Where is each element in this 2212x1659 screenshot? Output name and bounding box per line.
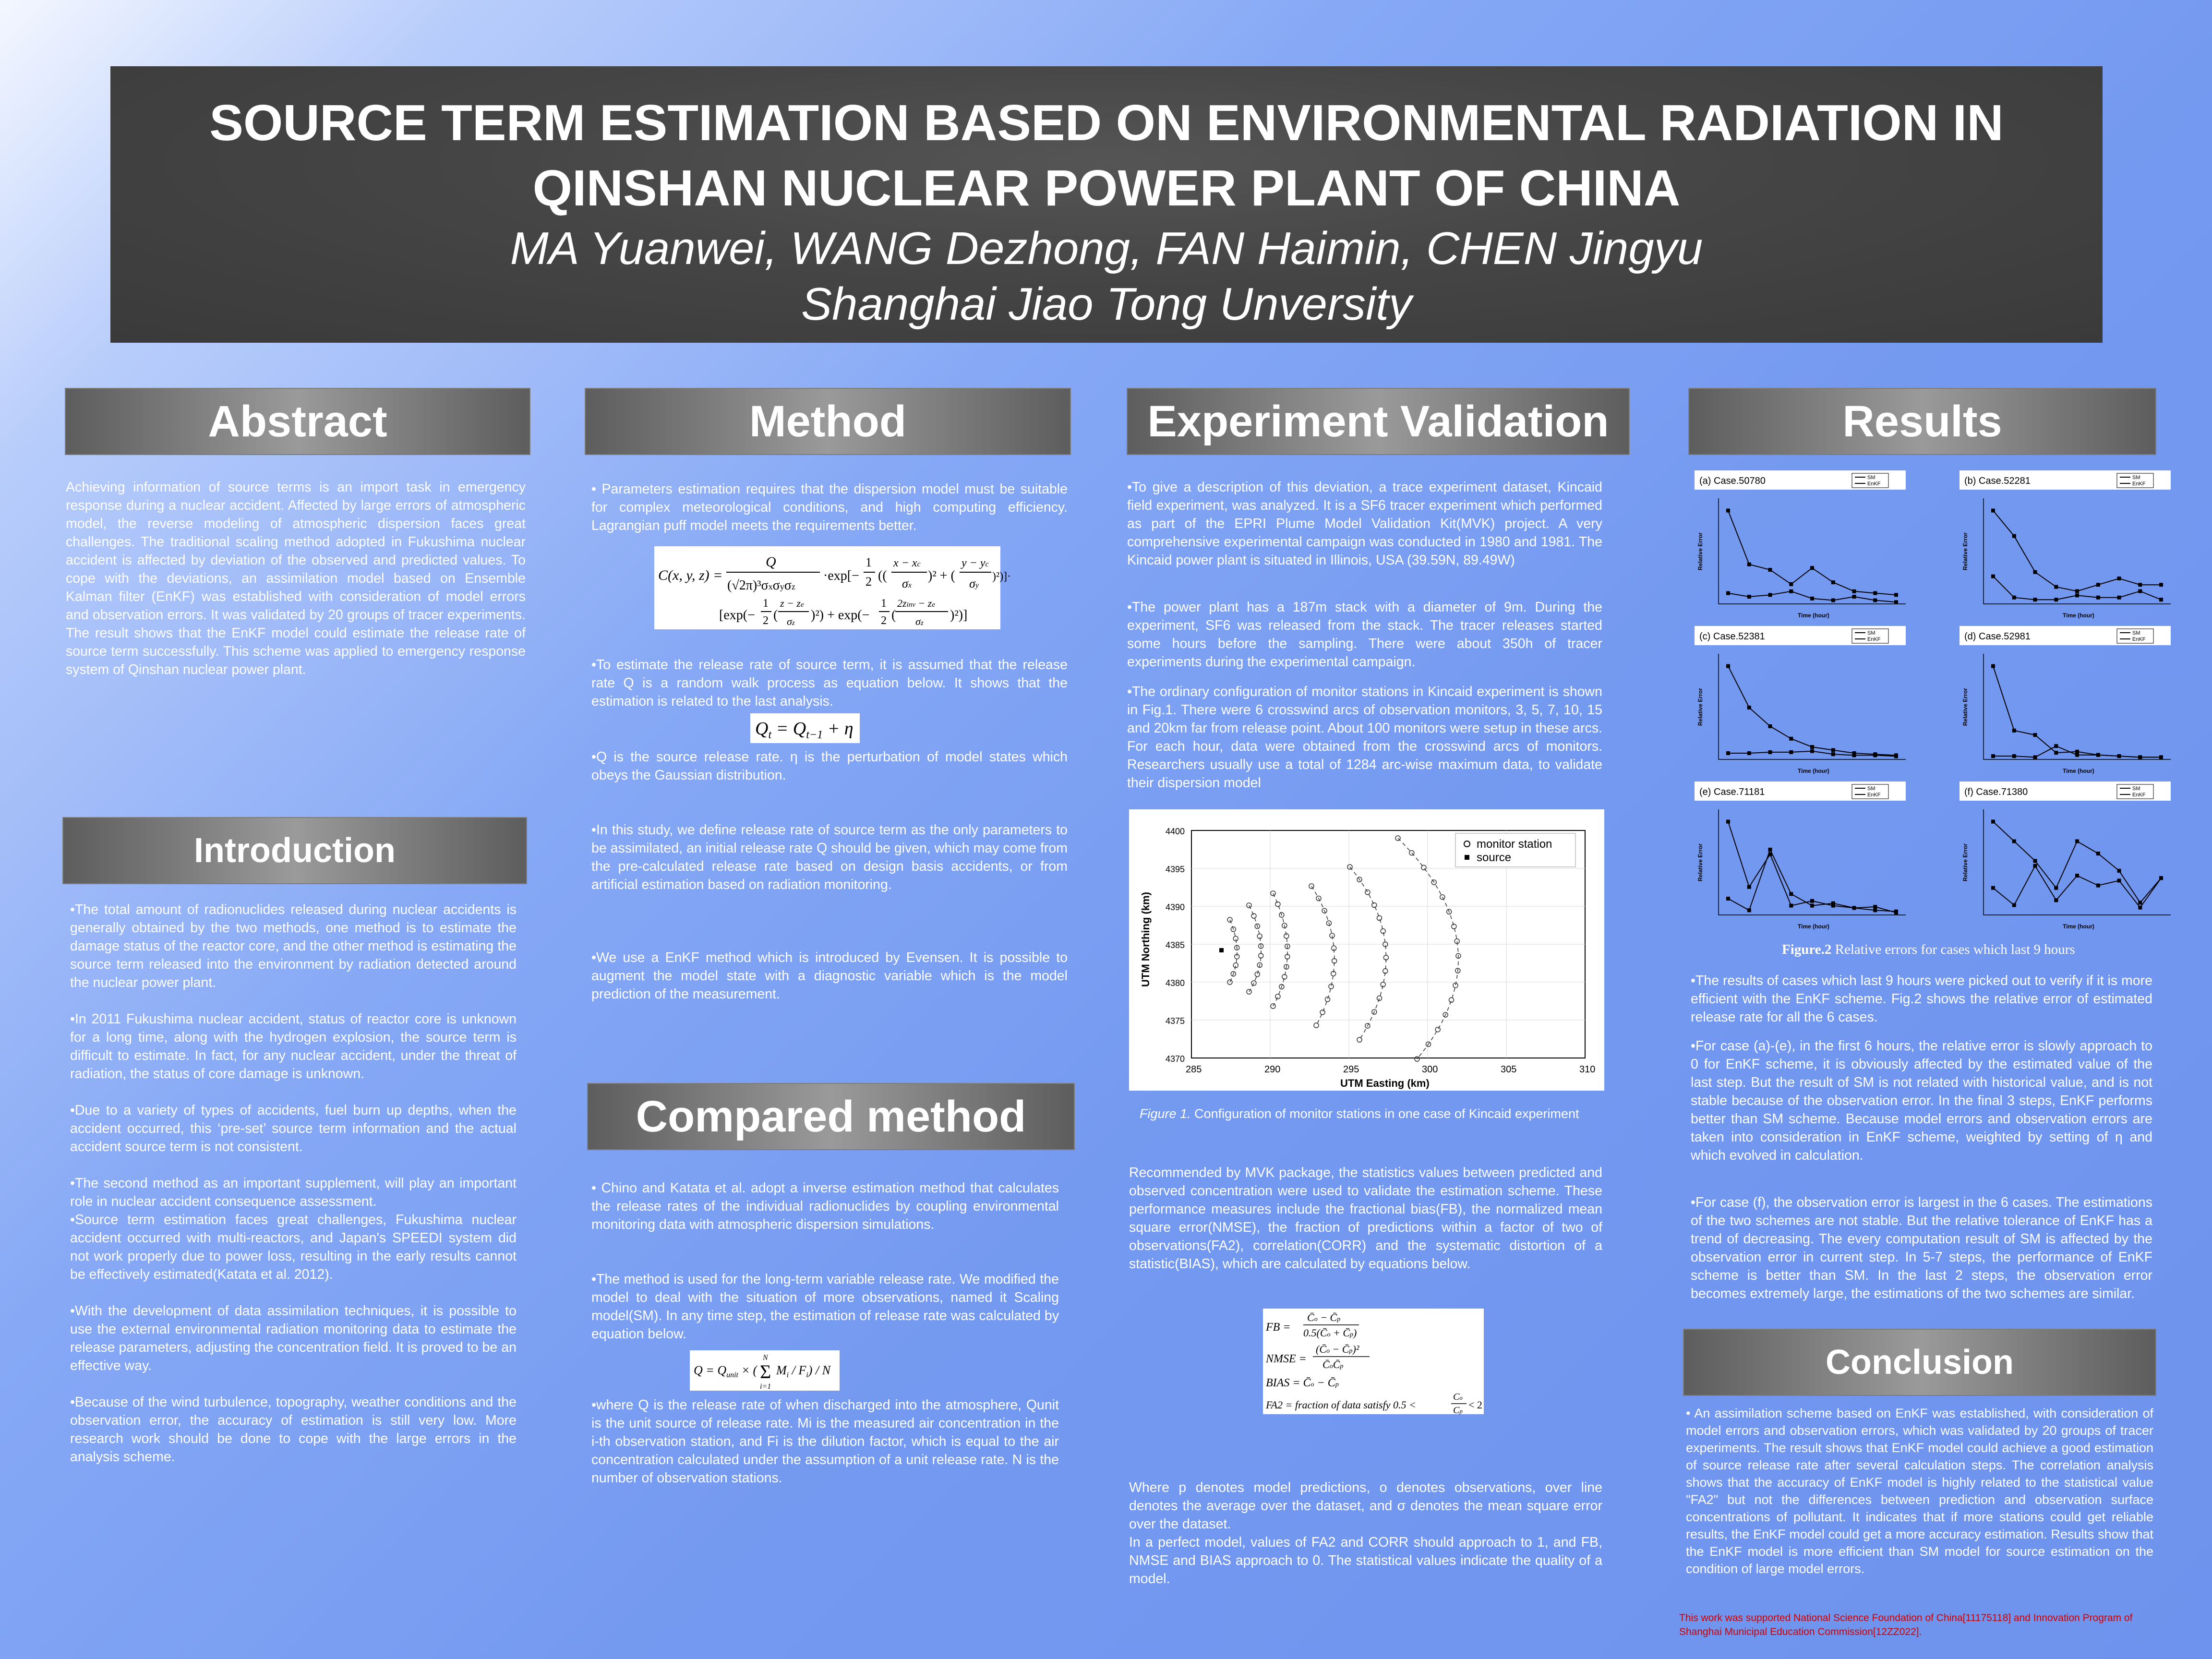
compared-method-heading: Compared method (587, 1083, 1075, 1150)
data-point-enkf (1768, 848, 1772, 852)
data-point-enkf (2012, 903, 2016, 907)
data-point-enkf (1810, 749, 1814, 753)
svg-text:)²)]·: )²)]· (992, 570, 1011, 583)
data-point-sm (1747, 885, 1751, 889)
svg-text:2: 2 (866, 575, 872, 589)
data-point-sm (2138, 583, 2142, 587)
data-point-sm (1768, 724, 1772, 728)
y-tick: 4395 (1166, 865, 1185, 874)
figure-1-caption-text: Configuration of monitor stations in one case of Kincaid experiment (1190, 1106, 1579, 1121)
svg-text:σy: σy (969, 577, 979, 590)
data-point-enkf (1894, 755, 1898, 758)
svg-text:(: ( (891, 608, 896, 623)
intro-paragraph: •Because of the wind turbulence, topography, weather conditions and the observation error, the accuracy of estimation is still very low. More research work should be done to cope with the large errors in the analysis scheme. (70, 1395, 517, 1465)
data-point-enkf (2096, 884, 2100, 888)
funding-note: This work was supported National Science Foundation of China[11175118] and Innovation Program of Shanghai Municipal Education Commission[12ZZ022]. (1679, 1612, 2133, 1637)
scaling-model-equation (690, 1350, 840, 1391)
data-point-enkf (1747, 595, 1751, 599)
data-point-enkf (2138, 906, 2142, 910)
data-point-sm (2033, 733, 2037, 737)
intro-paragraph: •The second method as an important supplement, will play an important role in nuclear accident consequence assessment. (70, 1176, 517, 1209)
relative-error-chart-svg (1960, 780, 2176, 933)
random-walk-svg (750, 713, 860, 743)
data-point-enkf (2138, 589, 2142, 593)
data-point-enkf (2096, 596, 2100, 600)
monitor-station-marker (1421, 865, 1426, 870)
monitor-station-marker (1449, 998, 1454, 1002)
x-tick: 295 (1343, 1064, 1359, 1075)
monitor-station-marker (1325, 997, 1330, 1002)
figure-1-monitor-stations (1129, 809, 1604, 1091)
data-point-enkf (2159, 755, 2163, 759)
svg-text:BIAS = C̄o − C̄p: BIAS = C̄o − C̄p (1266, 1377, 1339, 1389)
chart-ylabel: Relative Error (1962, 688, 1969, 726)
chart-axes (1719, 654, 1906, 759)
method-p5: •We use a EnKF method which is introduced by Evensen. It is possible to augment the model state with a diagnostic variable which is the model prediction of the measurement. (591, 950, 1068, 1002)
svg-text:1: 1 (866, 555, 872, 569)
series-line-sm (1993, 822, 2161, 903)
fig1-x-ticks (1186, 1064, 1595, 1075)
monitor-station-marker (1452, 924, 1456, 929)
svg-text:Σ: Σ (760, 1361, 771, 1382)
relative-error-chart-svg (1960, 624, 2176, 778)
data-point-enkf (1894, 911, 1898, 914)
data-point-enkf (2096, 753, 2100, 757)
data-point-enkf (2117, 596, 2121, 600)
legend-label-sm: SM (1867, 630, 1875, 636)
fig1-arcs (1230, 838, 1458, 1059)
chart-xlabel: Time (hour) (2063, 923, 2094, 930)
fig1-ylabel: UTM Northing (km) (1140, 892, 1152, 987)
svg-text:Q = Qunit × (: $Q = Q_{unit}$ × ( (694, 1363, 757, 1379)
svg-text:((: (( (878, 568, 887, 583)
legend-label-enkf: EnKF (2132, 637, 2146, 642)
svg-text:FB =: FB = (1266, 1321, 1291, 1334)
chart-xlabel: Time (hour) (2063, 612, 2094, 619)
data-point-enkf (2012, 754, 2016, 758)
chart-title: (b) Case.52281 (1964, 476, 2031, 486)
intro-paragraph: •The total amount of radionuclides released during nuclear accidents is generally obtained by the two methods, one method is to estimate the damage status of the reactor core, and the other method is estimating the source term released into the environment by radiation detected around the nuclear power plant. (70, 902, 517, 990)
monitor-station-marker (1329, 984, 1334, 989)
legend-label-enkf: EnKF (1867, 637, 1881, 642)
legend-source-label: source (1477, 851, 1512, 864)
y-tick: 4370 (1166, 1054, 1185, 1064)
data-point-sm (1747, 563, 1751, 566)
relative-error-chart-svg (1695, 469, 1911, 622)
chart-title: (e) Case.71181 (1699, 787, 1765, 797)
relative-error-chart (1960, 469, 2176, 622)
monitor-station-marker (1320, 1010, 1325, 1015)
data-point-enkf (2033, 864, 2037, 868)
experiment-p3: •The ordinary configuration of monitor stations in Kincaid experiment is shown in Fig.1. There were 6 crosswind arcs of observation monitors, 3, 5, 7, 10, 15 and 20km far from release point. About 100 monitors were setup in these arcs. For each hour, data were obtained from the crosswind arcs of monitors. Researchers usually use a total of 1284 arc-wise maximum data, to validate their dispersion model (1127, 684, 1602, 791)
conclusion-heading: Conclusion (1683, 1329, 2156, 1396)
authors: MA Yuanwei, WANG Dezhong, FAN Haimin, CHEN Jingyu (510, 223, 1703, 274)
chart-axes (1719, 498, 1906, 604)
y-tick: 4390 (1166, 902, 1185, 912)
data-point-enkf (1852, 595, 1856, 599)
data-point-enkf (2075, 593, 2079, 597)
monitor-station-marker (1314, 1023, 1319, 1028)
svg-text:(: ( (773, 608, 778, 623)
data-point-enkf (1991, 575, 1995, 578)
legend-label-sm: SM (1867, 475, 1875, 481)
data-point-sm (1831, 580, 1835, 584)
chart-ylabel: Relative Error (1962, 843, 1969, 881)
legend-station-label: monitor station (1477, 838, 1552, 851)
puff-equation-svg (654, 546, 1011, 629)
compared-p3: •where Q is the release rate of when discharged into the atmosphere, Qunit is the unit source of release rate. Mi is the measured air concentration in the i-th observation station, and Fi is the dilution factor, which is equal to the air concentration calculated under the assumption of a unit release rate. N is the number of observation stations. (591, 1397, 1059, 1486)
data-point-sm (1873, 908, 1877, 912)
chart-xlabel: Time (hour) (1798, 612, 1829, 619)
legend-label-sm: SM (2132, 475, 2140, 481)
data-point-enkf (1726, 591, 1730, 595)
data-point-sm (1810, 745, 1814, 749)
svg-text:NMSE =: NMSE = (1266, 1353, 1307, 1365)
data-point-sm (1726, 664, 1730, 668)
data-point-enkf (1768, 593, 1772, 597)
svg-text:)²) + exp(−: )²) + exp(− (811, 608, 870, 623)
data-point-enkf (2138, 755, 2142, 759)
svg-text:[exp(−: [exp(− (719, 608, 755, 623)
chart-title: (a) Case.50780 (1699, 476, 1766, 486)
data-point-sm (2012, 534, 2016, 538)
legend-label-sm: SM (2132, 786, 2140, 792)
svg-text:Q: Q (766, 554, 776, 570)
data-point-sm (1789, 582, 1793, 586)
legend-label-enkf: EnKF (2132, 792, 2146, 798)
experiment-p2: •The power plant has a 187m stack with a diameter of 9m. During the experiment, SF6 was released from the stack. The tracer releases started some hours before the sampling. There were about 350h of tracer experiments during the experimental campaign. (1127, 600, 1602, 670)
experiment-p5: Where p denotes model predictions, o denotes observations, over line denotes the average over the dataset, and σ denotes the mean square error over the dataset. (1129, 1480, 1602, 1532)
data-point-enkf (2117, 754, 2121, 758)
svg-text:(C̄o − C̄p)²: (C̄o − C̄p)² (1316, 1343, 1359, 1355)
conclusion-text: • An assimilation scheme based on EnKF was established, with consideration of model errors and observation errors, which was validated by 20 groups of tracer experiments. The result shows that EnKF model could achieve a good estimation of source release rate after several calculation steps. The correlation analysis shows that the accuracy of EnKF model is highly related to the statistical value "FA2" but not the differences between prediction and observation surface concentrations of pollutant. It indicates that if more stations could get reliable results, the EnKF model could get a more accuracy estimation. Results show that the EnKF model is more efficient than SM model for source estimation on the condition of large model errors. (1686, 1406, 2153, 1576)
lagrangian-puff-equation (654, 546, 1011, 629)
data-point-sm (1991, 664, 1995, 668)
monitor-station-marker (1372, 903, 1377, 908)
data-point-enkf (1831, 752, 1835, 756)
data-point-sm (1726, 820, 1730, 824)
relative-error-chart (1960, 780, 2176, 933)
monitor-station-marker (1255, 972, 1260, 977)
svg-text:2: 2 (763, 614, 769, 627)
svg-text:C̄oC̄p: C̄oC̄p (1322, 1358, 1344, 1370)
fig1-xlabel: UTM Easting (km) (1340, 1077, 1430, 1089)
relative-error-chart (1695, 780, 1911, 933)
statistics-svg (1263, 1309, 1484, 1414)
data-point-sm (2012, 729, 2016, 733)
monitor-station-marker (1282, 974, 1287, 979)
legend-label-enkf: EnKF (1867, 481, 1881, 487)
data-point-sm (2159, 583, 2163, 587)
data-point-sm (2117, 869, 2121, 873)
data-point-enkf (1789, 750, 1793, 754)
svg-text:N: N (763, 1354, 768, 1362)
monitor-station-marker (1435, 1027, 1440, 1032)
chart-title: (f) Case.71380 (1964, 787, 2028, 797)
data-point-sm (1894, 593, 1898, 597)
data-point-enkf (1810, 904, 1814, 908)
relative-error-chart (1695, 469, 1911, 622)
data-point-enkf (1873, 753, 1877, 757)
legend-label-sm: SM (2132, 630, 2140, 636)
intro-paragraph: •With the development of data assimilation techniques, it is possible to use the external environmental radiation monitoring data to estimate the release parameters, adjusting the concentration field. It is proved to be an effective way. (70, 1303, 517, 1373)
data-point-sm (2075, 750, 2079, 754)
data-point-sm (2054, 751, 2058, 755)
data-point-enkf (2033, 598, 2037, 601)
data-point-sm (2054, 886, 2058, 890)
abstract-text: Achieving information of source terms is an import task in emergency response during a nuclear accident. Affected by large errors of atmospheric model, the reverse modeling of atmospheric dispersion faces great challenges. The traditional scaling method adopted in Fukushima nuclear accident is affected by deviation of the observed and predicted values. To cope with the deviations, an assimilation model based on Ensemble Kalman filter (EnKF) was established with consideration of model errors and observation errors. It was validated by 20 groups of tracer experiments. The result shows that the EnKF model could estimate the release rate of source term successfully. This scheme was applied to emergency response system of Qinshan nuclear power plant. (66, 480, 526, 677)
results-p2: •For case (a)-(e), in the first 6 hours, the relative error is slowly approach to 0 for EnKF scheme, it is obviously affected by the estimated value of the last step. But the result of SM is not related with historical value, and is not stable because of the observation error. In the final 3 steps, EnKF performs better than SM scheme. Because model errors and observation errors are taken into consideration in EnKF scheme, weighted by setting of η and which evolved in calculation. (1691, 1038, 2152, 1163)
data-point-enkf (1747, 751, 1751, 755)
data-point-enkf (1726, 751, 1730, 755)
relative-error-chart (1960, 624, 2176, 778)
data-point-sm (1831, 748, 1835, 752)
monitor-station-marker (1251, 914, 1256, 918)
results-heading: Results (1688, 388, 2156, 455)
chart-axes (1984, 498, 2171, 604)
relative-error-chart (1695, 624, 1911, 778)
results-p3: •For case (f), the observation error is largest in the 6 cases. The estimations of the two schemes are not stable. But the relative tolerance of EnKF has a trend of decreasing. The every computation result of SM is affected by the observation error in current step. In 5-7 steps, the performance of EnKF scheme is better than SM. In the last 2 steps, the observation error becomes extremely large, the estimations of the two schemes are similar. (1691, 1195, 2152, 1301)
data-point-enkf (1852, 906, 1856, 910)
intro-paragraph: •Due to a variety of types of accidents, fuel burn up depths, when the accident occurred, this ‘pre-set’ source term information and the actual accident source term is not consistent. (70, 1103, 517, 1154)
svg-text:C̄o − C̄p: C̄o − C̄p (1307, 1311, 1341, 1323)
data-point-enkf (2159, 876, 2163, 880)
poster-header (110, 66, 2103, 343)
source-marker (1219, 948, 1224, 952)
legend-label-enkf: EnKF (2132, 481, 2146, 487)
data-point-enkf (2075, 874, 2079, 878)
monitor-station-marker (1275, 994, 1280, 999)
svg-text:< 2: < 2 (1468, 1399, 1482, 1411)
legend-source-symbol (1465, 855, 1469, 860)
svg-text:i=1: i=1 (760, 1382, 771, 1391)
chart-ylabel: Relative Error (1697, 688, 1704, 726)
data-point-enkf (2054, 744, 2058, 748)
data-point-sm (1991, 820, 1995, 824)
abstract-heading: Abstract (65, 388, 530, 455)
data-point-sm (2033, 859, 2037, 863)
data-point-sm (2096, 852, 2100, 855)
chart-axes (1984, 654, 2171, 759)
x-tick: 310 (1579, 1064, 1596, 1075)
figure-2-caption-text: Relative errors for cases which last 9 hours (1831, 942, 2075, 957)
data-point-enkf (1789, 892, 1793, 896)
experiment-p6: In a perfect model, values of FA2 and CORR should approach to 1, and FB, NMSE and BIAS approach to 0. The statistical values indicate the quality of a model. (1129, 1535, 1602, 1587)
experiment-text-bottom (1129, 1479, 1602, 1588)
data-point-enkf (2054, 898, 2058, 902)
monitor-station-marker (1377, 996, 1382, 1000)
data-point-sm (1810, 899, 1814, 903)
series-line-sm (1728, 511, 1896, 595)
data-point-enkf (1810, 597, 1814, 601)
monitor-station-marker (1275, 902, 1280, 907)
method-p3: •Q is the source release rate. η is the perturbation of model states which obeys the Gaussian distribution. (591, 749, 1068, 783)
data-point-enkf (2033, 755, 2037, 759)
series-line-sm (1728, 666, 1896, 756)
chart-ylabel: Relative Error (1697, 532, 1704, 570)
title-line-1: SOURCE TERM ESTIMATION BASED ON ENVIRONMENTAL RADIATION IN (209, 95, 2004, 151)
series-line-sm (1993, 666, 2161, 757)
data-point-sm (2075, 840, 2079, 843)
data-point-enkf (1747, 908, 1751, 912)
svg-text:·exp[−: ·exp[− (823, 568, 859, 583)
x-tick: 300 (1422, 1064, 1438, 1075)
chart-xlabel: Time (hour) (1798, 768, 1829, 774)
figure-1-caption (1140, 1105, 1600, 1122)
data-point-enkf (1873, 599, 1877, 602)
y-tick: 4380 (1166, 978, 1185, 988)
results-p1: •The results of cases which last 9 hours were picked out to verify if it is more efficient with the EnKF scheme. Fig.2 shows the relative error of estimated release rate for all the 6 cases. (1691, 973, 2152, 1025)
chart-title: (c) Case.52381 (1699, 631, 1765, 642)
x-tick: 285 (1186, 1064, 1202, 1075)
svg-text:σx: σx (902, 577, 912, 590)
data-point-sm (2012, 840, 2016, 843)
chart-title: (d) Case.52981 (1964, 631, 2031, 642)
figure-1-label: Figure 1. (1140, 1106, 1191, 1121)
compared-p2: •The method is used for the long-term variable release rate. We modified the model to deal with the situation of more observations, named it Scaling model(SM). In any time step, the estimation of release rate was calculated by equation below. (591, 1272, 1059, 1342)
data-point-sm (1810, 566, 1814, 570)
data-point-sm (1991, 509, 1995, 513)
data-point-enkf (1789, 589, 1793, 593)
data-point-enkf (1852, 753, 1856, 757)
svg-text:2zinv − ze: 2zinv − ze (897, 597, 935, 609)
affiliation: Shanghai Jiao Tong Unversity (801, 278, 1412, 330)
introduction-body (70, 901, 517, 1484)
data-point-sm (1873, 591, 1877, 595)
svg-text:0.5(C̄o + C̄p): 0.5(C̄o + C̄p) (1303, 1327, 1357, 1339)
svg-text:FA2 = fraction of data satisfy: FA2 = fraction of data satisfy 0.5 < (1266, 1399, 1416, 1411)
figure-2-caption (1782, 941, 2118, 958)
svg-text:z − ze: z − ze (780, 597, 804, 609)
data-point-enkf (1831, 902, 1835, 905)
y-tick: 4400 (1166, 827, 1185, 836)
y-tick: 4385 (1166, 940, 1185, 950)
scaling-model-svg (690, 1350, 840, 1391)
svg-text:Cp: Cp (1453, 1405, 1463, 1416)
data-point-enkf (1873, 905, 1877, 909)
experiment-validation-heading: Experiment Validation (1127, 388, 1630, 455)
data-point-enkf (1768, 750, 1772, 754)
intro-paragraph: •Source term estimation faces great challenges, Fukushima nuclear accident occurred with multi-reactors, and Japan's SPEEDI system did not work properly due to power loss, resulting in the early results cannot be effectively estimated(Katata et al. 2012). (70, 1212, 517, 1282)
compared-p1: • Chino and Katata et al. adopt a inverse estimation method that calculates the release rates of the individual radionuclides by coupling environmental monitoring data with atmospheric dispersion simulations. (591, 1180, 1059, 1232)
data-point-sm (1747, 706, 1751, 709)
monitor-station-marker (1357, 1037, 1362, 1042)
data-point-sm (2138, 901, 2142, 904)
svg-text:x − xc: x − xc (893, 557, 921, 569)
data-point-sm (2033, 570, 2037, 574)
monitor-station-marker (1365, 890, 1370, 895)
legend-label-enkf: EnKF (1867, 792, 1881, 798)
data-point-sm (1852, 589, 1856, 593)
chart-ylabel: Relative Error (1962, 532, 1969, 570)
svg-text:σz: σz (787, 615, 795, 627)
data-point-sm (2054, 585, 2058, 589)
svg-text:C(x, y, z) =: C(x, y, z) = (658, 567, 723, 583)
method-heading: Method (585, 388, 1071, 455)
legend-label-sm: SM (1867, 786, 1875, 792)
svg-text:1: 1 (881, 597, 887, 610)
title-line-2: QINSHAN NUCLEAR POWER PLANT OF CHINA (532, 160, 1681, 216)
data-point-sm (1789, 737, 1793, 741)
data-point-enkf (2117, 878, 2121, 882)
svg-text:2: 2 (881, 614, 887, 627)
data-point-enkf (1991, 754, 1995, 758)
method-p1: • Parameters estimation requires that the dispersion model must be suitable for complex meteorological conditions, and high computing efficiency. Lagrangian puff model meets the requirements better. (591, 481, 1068, 533)
data-point-sm (2117, 577, 2121, 580)
svg-text:)² + (: )² + ( (928, 568, 955, 583)
series-line-enkf (1993, 866, 2161, 908)
data-point-sm (1768, 568, 1772, 572)
fig1-y-ticks (1166, 827, 1185, 1064)
svg-text:Qt = Qt−1 + η: $Q_t = Q_{t-1} + \eta$ (755, 719, 854, 741)
experiment-p1: •To give a description of this deviation, a trace experiment dataset, Kincaid field experiment, was analyzed. It is a SF6 tracer experiment which performed as part of the EPRI Plume Model Validation Kit(MVK) project. A very comprehensive experimental campaign was conducted in 1980 and 1981. The Kincaid power plant is situated in Illinois, USA (39.59N, 89.49W) (1127, 480, 1602, 568)
data-point-enkf (2054, 598, 2058, 601)
statistics-equations (1263, 1309, 1484, 1414)
method-p4: •In this study, we define release rate of source term as the only parameters to be assimilated, an initial release rate Q should be given, which may come from the pre-calculated release rate based on design basis accidents, or from artificial estimation based on radiation monitoring. (591, 822, 1068, 892)
random-walk-equation (750, 713, 860, 743)
data-point-enkf (2159, 598, 2163, 601)
svg-text:Mi / Fi) / N: $M_i / F_i$) / N (776, 1363, 830, 1379)
relative-error-chart-svg (1960, 469, 2176, 622)
introduction-heading: Introduction (62, 817, 527, 884)
data-point-sm (2075, 589, 2079, 593)
svg-text:y − yc: y − yc (962, 557, 989, 569)
monitor-station-marker (1381, 929, 1385, 934)
y-tick: 4375 (1166, 1016, 1185, 1026)
data-point-sm (2096, 583, 2100, 587)
svg-text:1: 1 (763, 597, 769, 610)
svg-text:)²)]: )²)] (950, 608, 968, 623)
svg-text:(√2π)³σxσyσz: (√2π)³σxσyσz (727, 578, 795, 593)
data-point-enkf (2012, 596, 2016, 600)
x-tick: 305 (1501, 1064, 1517, 1075)
experiment-p4: Recommended by MVK package, the statistics values between predicted and observed concentration were used to validate the estimation scheme. These performance measures include the fractional bias(FB), the normalized mean square error(NMSE), the fraction of predictions within a factor of two of observations(FA2), correlation(CORR) and the systematic distortion of a statistic(BIAS), which are calculated by equations below. (1129, 1165, 1602, 1272)
svg-text:σz: σz (915, 615, 924, 627)
data-point-enkf (1894, 600, 1898, 604)
monitor-station-marker (1377, 916, 1382, 921)
data-point-enkf (1991, 886, 1995, 890)
data-point-enkf (1726, 897, 1730, 901)
data-point-enkf (2075, 753, 2079, 757)
x-tick: 290 (1264, 1064, 1281, 1075)
svg-text:Co: Co (1453, 1392, 1463, 1402)
series-line-sm (1993, 511, 2161, 591)
relative-error-chart-svg (1695, 780, 1911, 933)
figure-2-label: Figure.2 (1782, 942, 1832, 957)
relative-error-chart-svg (1695, 624, 1911, 778)
data-point-sm (1726, 509, 1730, 513)
fig1-station-markers (1227, 836, 1461, 1061)
data-point-enkf (1831, 599, 1835, 602)
fig1-svg (1129, 809, 1604, 1091)
intro-paragraph: •In 2011 Fukushima nuclear accident, status of reactor core is unknown for a long time, along with the hydrogen explosion, the source term is difficult to estimate. In fact, for any nuclear accident, under the threat of radiation, the status of core damage is unknown. (70, 1011, 517, 1082)
chart-ylabel: Relative Error (1697, 843, 1704, 881)
chart-xlabel: Time (hour) (2063, 768, 2094, 774)
method-p2: •To estimate the release rate of source term, it is assumed that the release rate Q is a random walk process as equation below. It shows that the estimation is related to the last analysis. (591, 657, 1068, 709)
data-point-sm (1789, 904, 1793, 908)
chart-xlabel: Time (hour) (1798, 923, 1829, 930)
